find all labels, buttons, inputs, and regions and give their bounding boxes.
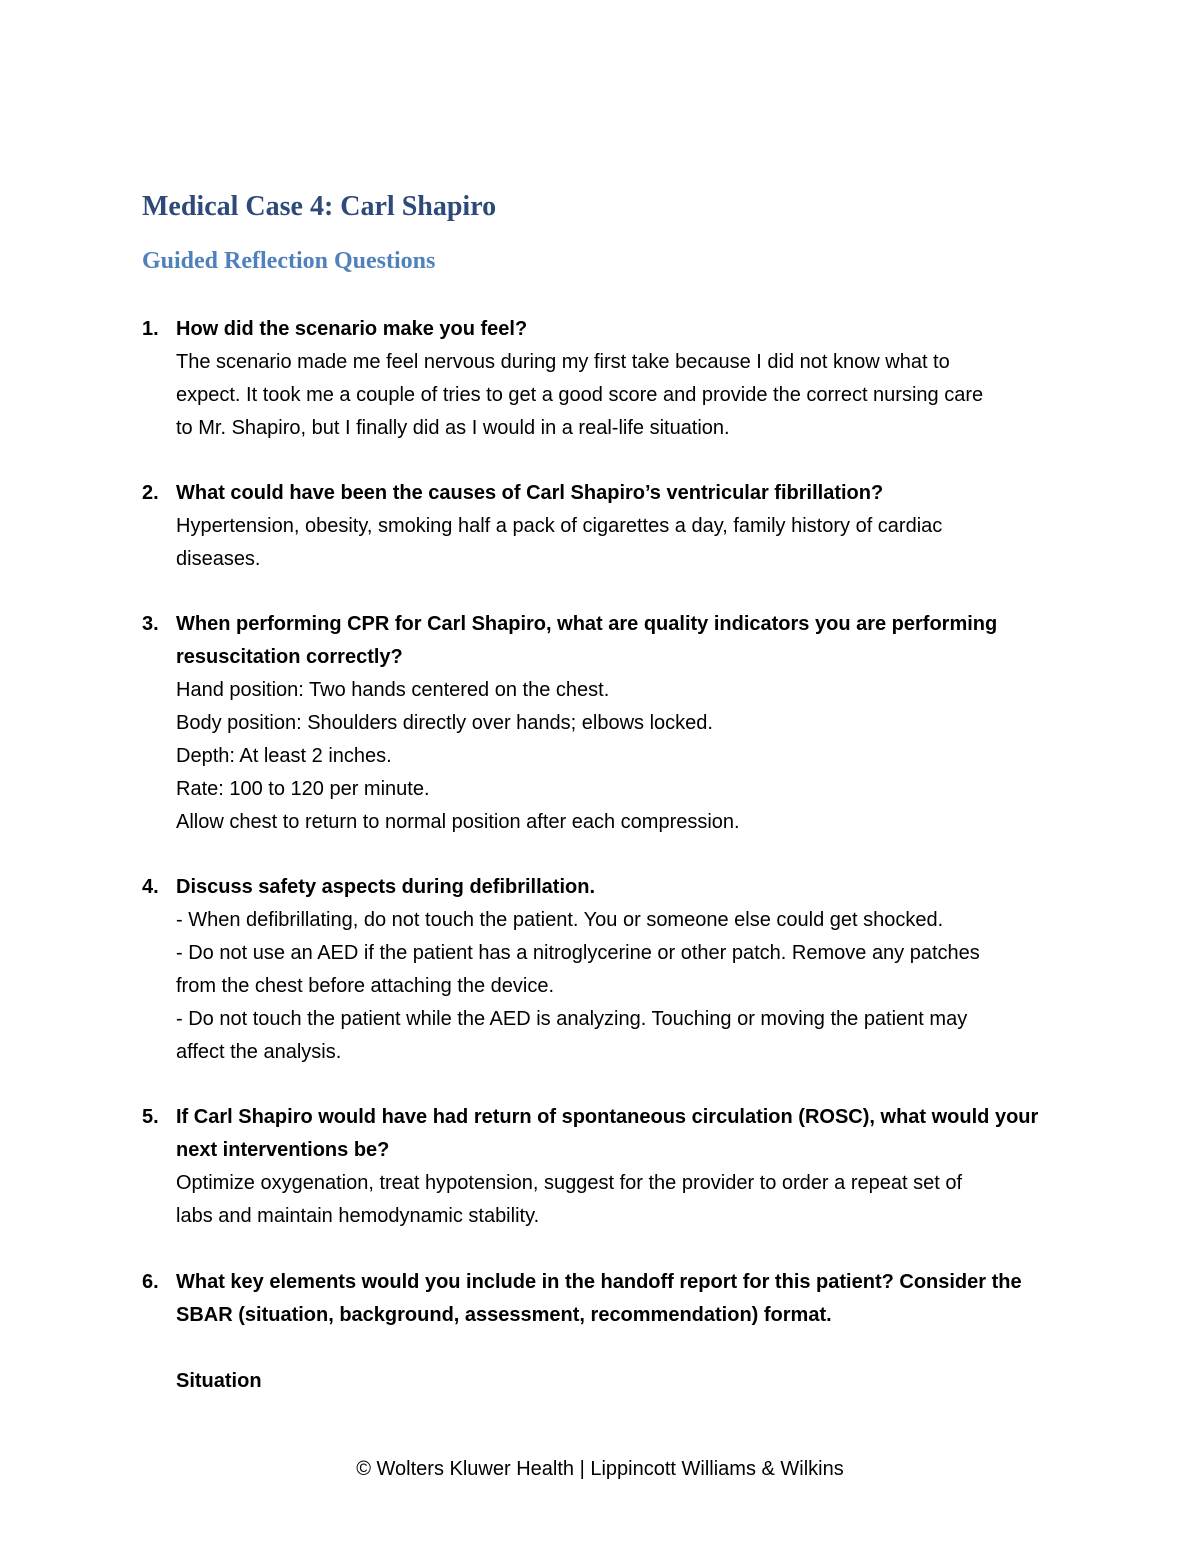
answer-line: Allow chest to return to normal position after each compression. [176, 811, 740, 833]
answer-line: labs and maintain hemodynamic stability. [176, 1205, 540, 1227]
question-text: Discuss safety aspects during defibrillation. [176, 876, 596, 898]
question-item-2 [142, 477, 1072, 576]
answer-line: - Do not use an AED if the patient has a nitroglycerine or other patch. Remove any patches [176, 942, 980, 964]
answer-line: Rate: 100 to 120 per minute. [176, 778, 430, 800]
answer-line: The scenario made me feel nervous during my first take because I did not know what to [176, 351, 950, 373]
question-text: What could have been the causes of Carl Shapiro’s ventricular fibrillation? [176, 482, 884, 504]
question-text: How did the scenario make you feel? [176, 318, 528, 340]
question-number: 5. [142, 1106, 159, 1128]
answer-line: - Do not touch the patient while the AED is analyzing. Touching or moving the patient may [176, 1008, 968, 1030]
answer-line: from the chest before attaching the device. [176, 975, 554, 997]
question-item-4 [142, 871, 1072, 1069]
question-text: If Carl Shapiro would have had return of spontaneous circulation (ROSC), what would your next interventions be? [176, 1106, 1039, 1161]
question-number: 2. [142, 482, 159, 504]
question-number: 4. [142, 876, 159, 898]
answer-line: Depth: At least 2 inches. [176, 745, 392, 767]
sbar-subheading-situation: Situation [176, 1370, 262, 1392]
question-number: 1. [142, 318, 159, 340]
question-item-6 [142, 1266, 1072, 1398]
question-number: 6. [142, 1271, 159, 1293]
answer-line: diseases. [176, 548, 261, 570]
question-number: 3. [142, 613, 159, 635]
page-title: Medical Case 4: Carl Shapiro [142, 191, 497, 222]
question-text: What key elements would you include in the handoff report for this patient? Consider the SBAR (situation, background, assessment, recommendation) format. [176, 1271, 1022, 1326]
copyright-footer: © Wolters Kluwer Health | Lippincott Williams & Wilkins [356, 1458, 844, 1480]
answer-line: Hypertension, obesity, smoking half a pack of cigarettes a day, family history of cardiac [176, 515, 943, 537]
answer-line: Optimize oxygenation, treat hypotension, suggest for the provider to order a repeat set of [176, 1172, 963, 1194]
question-item-3 [142, 608, 1072, 839]
answer-line: Hand position: Two hands centered on the chest. [176, 679, 610, 701]
answer-line: Body position: Shoulders directly over hands; elbows locked. [176, 712, 713, 734]
answer-line: to Mr. Shapiro, but I finally did as I would in a real-life situation. [176, 417, 730, 439]
question-item-1 [142, 313, 1072, 445]
answer-line: expect. It took me a couple of tries to get a good score and provide the correct nursing care [176, 384, 984, 406]
question-item-5 [142, 1101, 1072, 1233]
section-subtitle: Guided Reflection Questions [142, 248, 436, 274]
answer-line: affect the analysis. [176, 1041, 342, 1063]
question-text: When performing CPR for Carl Shapiro, what are quality indicators you are performing resuscitation correctly? [176, 613, 998, 668]
answer-line: - When defibrillating, do not touch the patient. You or someone else could get shocked. [176, 909, 944, 931]
